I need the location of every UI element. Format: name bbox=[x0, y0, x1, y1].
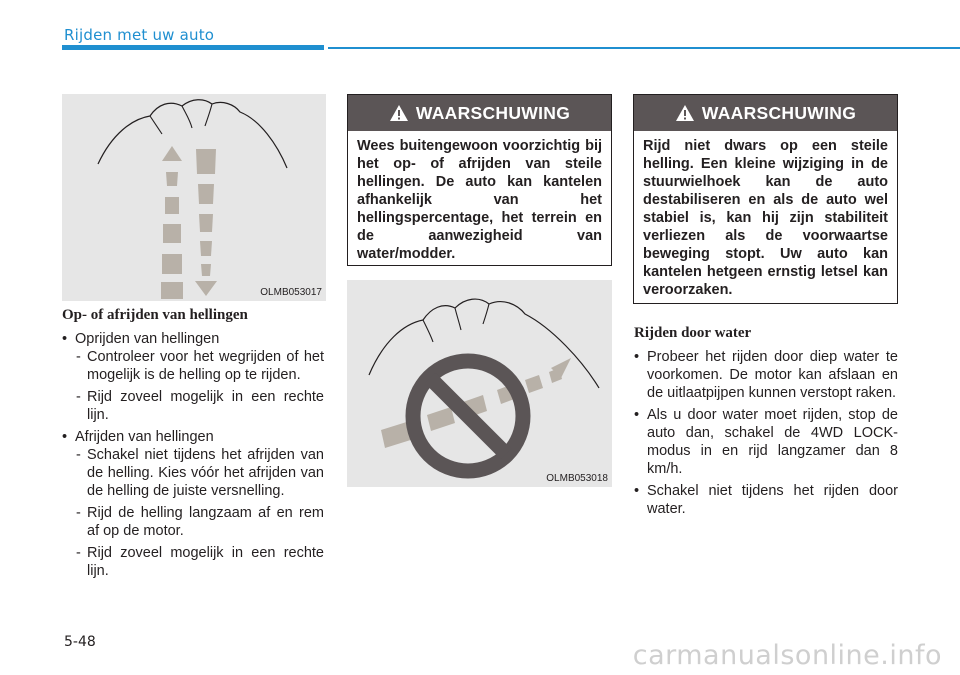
section-title: Rijden met uw auto bbox=[64, 26, 215, 44]
warning-box bbox=[347, 94, 612, 266]
slopes-heading: Op- of afrijden van hellingen bbox=[62, 307, 248, 323]
arrow-down-dash bbox=[200, 241, 212, 256]
hill-ridge-mid bbox=[182, 106, 192, 128]
hill-ridge-right bbox=[483, 304, 489, 324]
prohibited-drawing bbox=[347, 280, 612, 487]
warning-triangle-icon bbox=[389, 104, 409, 122]
list-subitem: - Rijd zoveel mogelijk in een rechte lijn. bbox=[62, 388, 324, 424]
hill-ridge-left bbox=[150, 116, 162, 134]
list-subitem: - Rijd de helling langzaam af en rem af op de motor. bbox=[62, 504, 324, 540]
figure-code: OLMB053017 bbox=[260, 287, 322, 298]
warning-triangle-icon bbox=[675, 104, 695, 122]
list-item: • Afrijden van hellingen bbox=[62, 428, 324, 446]
hill-outline bbox=[369, 299, 599, 388]
hill-ridge-mid bbox=[455, 308, 461, 330]
arrow-down-dash bbox=[199, 214, 213, 232]
figure-code: OLMB053018 bbox=[546, 473, 608, 484]
hill-ridge-right bbox=[205, 104, 212, 126]
page-number: 5-48 bbox=[64, 634, 96, 650]
water-list bbox=[634, 348, 898, 518]
header-rule-thin bbox=[328, 47, 960, 49]
arrow-up-dash bbox=[162, 254, 182, 274]
arrow-up-dash bbox=[165, 197, 179, 214]
diagonal-arrow-dash bbox=[427, 407, 455, 431]
list-item: • Als u door water moet rijden, stop de auto dan, schakel de 4WD LOCK-modus in en rijd langzamer dan 8 km/h. bbox=[634, 406, 898, 478]
arrow-down-dash bbox=[196, 149, 216, 174]
list-item: • Schakel niet tijdens het rijden door water. bbox=[634, 482, 898, 518]
list-item: • Probeer het rijden door diep water te voorkomen. De motor kan afslaan en de uitlaatpijpen kunnen verstopt raken. bbox=[634, 348, 898, 402]
warning-header bbox=[634, 95, 897, 131]
warning-text: Rijd niet dwars op een steile helling. Een kleine wijziging in de stuurwielhoek kan de auto destabiliseren en als de auto wel stabiel is, kan hij zijn stabiliteit verliezen als de voorwaartse beweging stopt. Uw auto kan kantelen hetgeen ernstig letsel kan veroorzaken. bbox=[643, 138, 888, 298]
water-heading: Rijden door water bbox=[634, 325, 752, 341]
slopes-list bbox=[62, 330, 324, 580]
warning-label: WAARSCHUWING bbox=[701, 102, 857, 123]
slope-drawing bbox=[62, 94, 326, 301]
arrow-up-dash bbox=[166, 172, 178, 186]
warning-header bbox=[348, 95, 611, 131]
warning-box bbox=[633, 94, 898, 304]
slope-illustration bbox=[62, 94, 326, 301]
watermark: carmanualsonline.info bbox=[632, 640, 942, 671]
arrow-down-dash bbox=[198, 184, 214, 204]
warning-label: WAARSCHUWING bbox=[415, 102, 571, 123]
header-rule-thick bbox=[62, 45, 324, 50]
list-subitem: - Schakel niet tijdens het afrijden van de helling. Kies vóór het afrijden van de helling de juiste versnelling. bbox=[62, 446, 324, 500]
list-subitem: - Rijd zoveel mogelijk in een rechte lijn. bbox=[62, 544, 324, 580]
prohibited-slope-illustration bbox=[347, 280, 612, 487]
arrow-up-dash bbox=[161, 282, 183, 299]
arrow-up-dash bbox=[163, 224, 181, 243]
arrow-up-head-icon bbox=[162, 146, 182, 161]
list-item: • Oprijden van hellingen bbox=[62, 330, 324, 348]
arrow-down-head-icon bbox=[195, 281, 217, 296]
arrow-down-dash bbox=[201, 264, 211, 276]
hill-outline bbox=[98, 100, 287, 168]
warning-text: Wees buitengewoon voorzichtig bij het op- of afrijden van steile hellingen. De auto kan kantelen afhankelijk van het hellingspercentage, het terrein en de aanwezigheid van water/modder. bbox=[357, 138, 602, 262]
hill-ridge-left bbox=[423, 320, 433, 342]
list-subitem: - Controleer voor het wegrijden of het mogelijk is de helling op te rijden. bbox=[62, 348, 324, 384]
